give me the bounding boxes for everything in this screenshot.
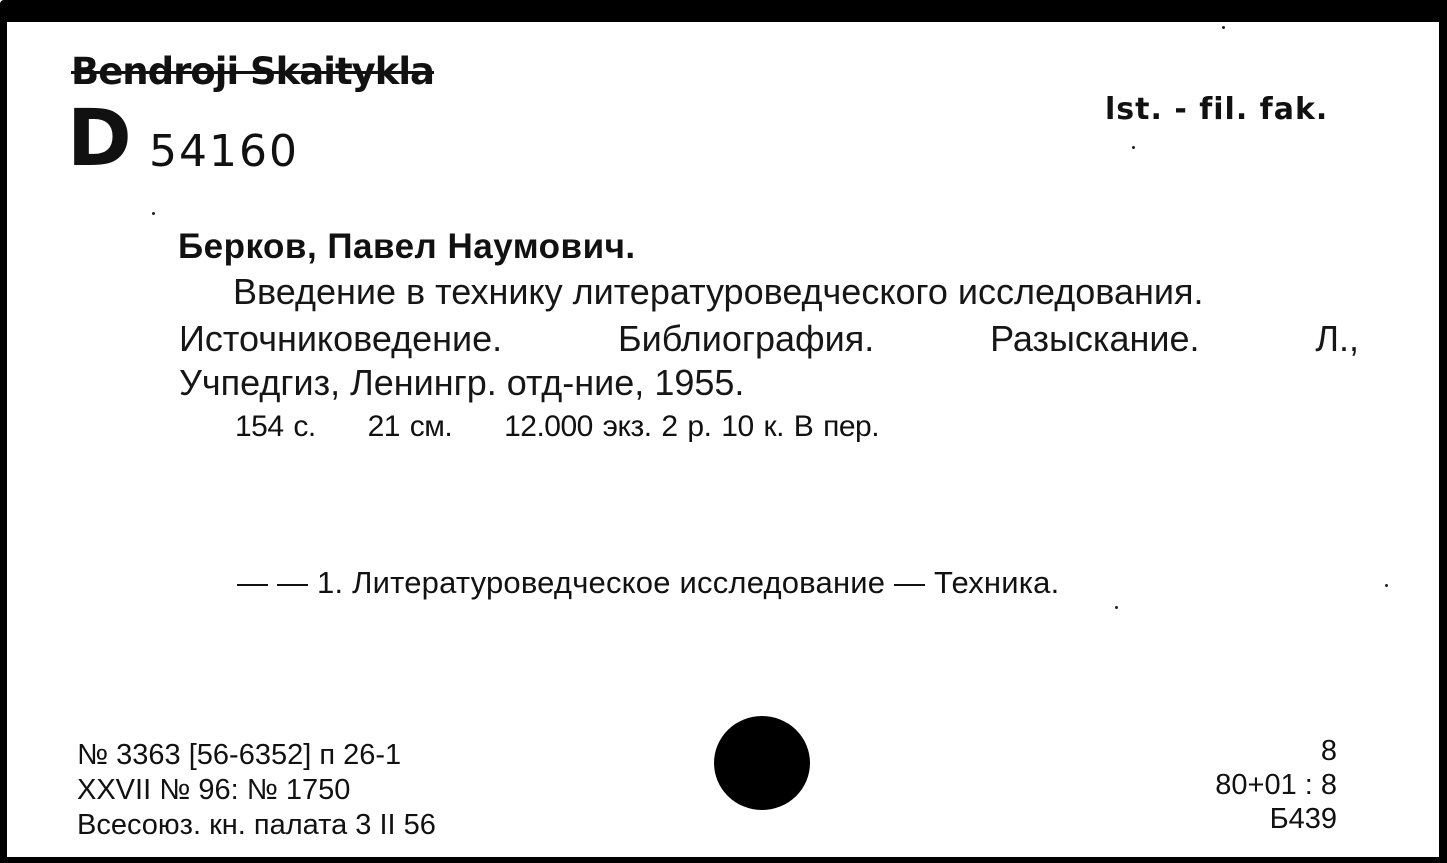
pages-count: 154 с. [235,410,316,443]
call-number-handwritten: 54160 [149,126,299,177]
title-line-2 [179,318,1359,359]
physical-description [235,410,921,444]
book-size: 21 см. [367,410,453,443]
ink-speck [1222,26,1225,29]
imprint-place: Л., [1315,318,1359,359]
registry-line-3: Всесоюз. кн. палата 3 II 56 [77,809,436,841]
ink-speck [1385,584,1388,587]
department-stamp: lst. - fil. fak. [1105,92,1329,127]
imprint-publisher: Учпедгиз, Ленингр. отд-ние, 1955. [179,362,745,403]
card-punch-hole [714,716,810,810]
ink-speck [1115,606,1118,609]
author-heading: Берков, Павел Наумович. [178,227,636,266]
registry-line-1: № 3363 [56-6352] п 26-1 [77,739,402,771]
registry-block [77,738,436,843]
ink-speck [1132,146,1135,149]
subject-heading: — — 1. Литературоведческое исследование — Техника. [237,565,1060,600]
classification-line-1: 8 [1320,735,1337,767]
title-part-sources: Источниковедение. [179,318,503,359]
title-line-1: Введение в технику литературоведческого исследования. [233,271,1204,312]
call-number-letter: D [67,94,132,184]
title-part-bibliography: Библиография. [617,318,875,359]
classification-block [1215,734,1337,836]
classification-line-3: Б439 [1269,803,1337,835]
title-part-search: Разыскание. [990,318,1200,359]
edition-price: 12.000 экз. 2 р. 10 к. В пер. [504,410,880,443]
classification-line-2: 80+01 : 8 [1215,769,1337,801]
ink-speck [152,212,155,215]
registry-line-2: XXVII № 96: № 1750 [77,774,351,806]
struck-owner-stamp: Bendroji Skaitykla [71,50,435,93]
